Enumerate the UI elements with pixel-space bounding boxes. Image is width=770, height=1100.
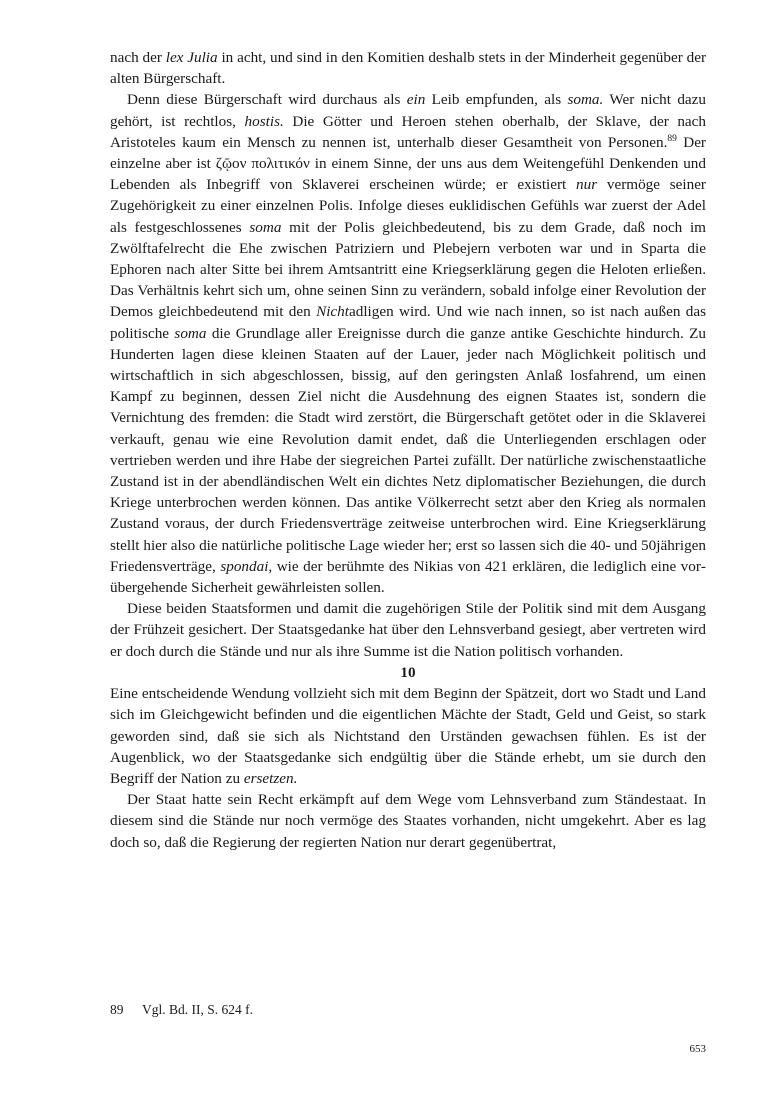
paragraph-5: Der Staat hatte sein Recht erkämpft auf dem Wege vom Lehnsverband zum Ständestaat. In diesem sind die Stände nur noch vermöge des Staates vorhanden, nicht umgekehrt. Aber es lag doch so, daß die Regierung der regierten Nation nur derart gegenübertrat, (110, 791, 706, 851)
footnote-number: 89 (110, 1002, 124, 1017)
paragraph-4: Eine entscheidende Wendung vollzieht sich mit dem Beginn der Spätzeit, dort wo Stadt und Land sich im Gleichgewicht befinden und die eigentlichen Mächte der Stadt, Geld und Geist, so stark geworden sind, daß sie sich als Nichtstand den Urständen gewachsen fühlen. Es ist der Augenblick, wo der Staatsgedanke sich endgültig über die Stände erhebt, um sie durch den Begriff der Nation zu ersetzen. (110, 685, 706, 787)
footnote-text: Vgl. Bd. II, S. 624 f. (142, 1002, 253, 1017)
paragraph-1: nach der lex Julia in acht, und sind in den Komitien deshalb stets in der Minderheit gegenüber der alten Bürgerschaft. (110, 49, 707, 88)
page-number: 653 (689, 1043, 706, 1055)
page-body (110, 47, 706, 853)
paragraph-3: Diese beiden Staatsformen und damit die zugehörigen Stile der Politik sind mit dem Ausgang der Frühzeit gesichert. Der Staatsgedanke hat über den Lehnsverband gesiegt, aber vertreten wird er doch durch die Stände und nur als ihre Summe ist die Nation politisch vorhanden. (110, 600, 706, 660)
paragraph-2: Denn diese Bürgerschaft wird durchaus als ein Leib empfunden, als soma. Wer nicht dazu gehört, ist rechtlos, hostis. Die Götter und Heroen stehen oberhalb, der Sklave, der nach Aristoteles kaum ein Mensch zu nennen ist, unterhalb dieser Gesamtheit von Personen.$^{89}$ Der einzelne aber ist ζῷον πολιτικόν in einem Sinne, der uns aus dem Weitengefühl Denkenden und Lebenden als Inbegriff von Sklaverei erscheinen würde; er existiert nur vermöge seiner Zugehörigkeit zu einer einzelnen Polis. Infolge dieses euklidischen Gefühls war zuerst der Adel als festgeschlossenes soma mit der Polis gleichbedeutend, bis zu dem Grade, daß noch im Zwölftafelrecht die Ehe zwischen Patriziern und Plebejern verboten war und in Sparta die Ephoren nach alter Sitte bei ihrem Amtsantritt eine Kriegserklärung gegen die Heloten erließen. Das Verhältnis kehrt sich um, ohne seinen Sinn zu verändern, sobald infolge einer Revolution der Demos gleichbedeutend mit den Nichtadligen wird. Und wie nach innen, so ist nach außen das politische soma die Grundlage aller Ereignisse durch die ganze antike Geschichte hindurch. Zu Hunderten lagen diese kleinen Staaten auf der Lauer, jeder nach Möglichkeit politisch und wirtschaftlich in sich abgeschlossen, bissig, auf den geringsten Anlaß losfahrend, um einen Kampf zu beginnen, dessen Ziel nicht die Ausdehnung des eignen Staates ist, sondern die Vernichtung des fremden: die Stadt wird zerstört, die Bürgerschaft getötet oder in die Sklaverei verkauft, genau wie eine Revolution damit endet, daß die Unterliegenden erschlagen oder vertrieben werden und ihre Habe der siegreichen Partei zufällt. Der natürliche zwischenstaatliche Zustand ist in der abendländischen Welt ein dichtes Netz diplomatischer Beziehungen, die durch Kriege unterbrochen werden können. Das antike Völkerrecht setzt aber den Krieg als normalen Zustand voraus, der durch Friedensverträge zeitweise unterbrochen wird. Eine Kriegserklärung stellt hier also die natürliche politische Lage wieder her; erst so lassen sich die 40- und 50jährigen Friedensverträge, spondai, wie der berühmte des Nikias von 421 erklären, die lediglich eine vorübergehende Sicherheit gewährleisten sollen. (110, 91, 706, 597)
section-number: 10 (400, 663, 416, 681)
footnote-reference[interactable]: 89 (667, 133, 677, 144)
footnote (110, 1001, 706, 1019)
